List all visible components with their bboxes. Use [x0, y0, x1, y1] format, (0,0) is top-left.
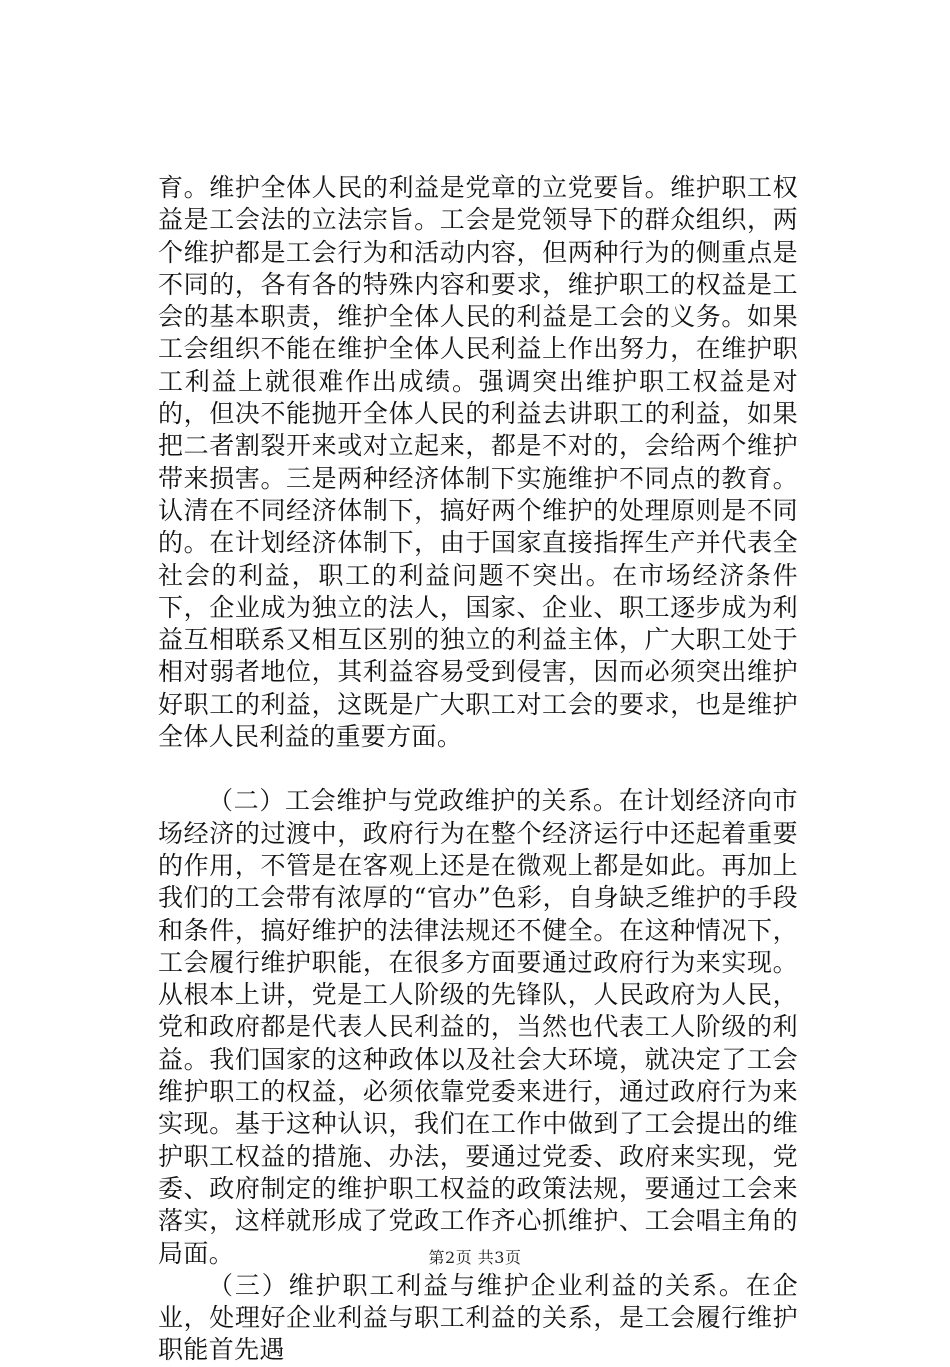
paragraph-1: 育。维护全体人民的利益是党章的立党要旨。维护职工权益是工会法的立法宗旨。工会是党领导下的群众组织，两个维护都是工会行为和活动内容，但两种行为的侧重点是不同的，各有各的特殊内容和要求，维护职工的权益是工会的基本职责，维护全体人民的利益是工会的义务。如果工会组织不能在维护全体人民利益上作出努力，在维护职工利益上就很难作出成绩。强调突出维护职工权益是对的，但决不能抛开全体人民的利益去讲职工的利益，如果把二者割裂开来或对立起来，都是不对的，会给两个维护带来损害。三是两种经济体制下实施维护不同点的教育。认清在不同经济体制下，搞好两个维护的处理原则是不同的。在计划经济体制下，由于国家直接指挥生产并代表全社会的利益，职工的利益问题不突出。在市场经济条件下，企业成为独立的法人，国家、企业、职工逐步成为利益互相联系又相互区别的独立的利益主体，广大职工处于相对弱者地位，其利益容易受到侵害，因而必须突出维护好职工的利益，这既是广大职工对工会的要求，也是维护全体人民利益的重要方面。	[158, 173, 798, 752]
paragraph-2: （二）工会维护与党政维护的关系。在计划经济向市场经济的过渡中，政府行为在整个经济运行中还起着重要的作用，不管是在客观上还是在微观上都是如此。再加上我们的工会带有浓厚的“官办”色彩，自身缺乏维护的手段和条件，搞好维护的法律法规还不健全。在这种情况下，工会履行维护职能，在很多方面要通过政府行为来实现。从根本上讲，党是工人阶级的先锋队，人民政府为人民，党和政府都是代表人民利益的，当然也代表工人阶级的利益。我们国家的这种政体以及社会大环境，就决定了工会维护职工的权益，必须依靠党委来进行，通过政府行为来实现。基于这种认识，我们在工作中做到了工会提出的维护职工权益的措施、办法，要通过党委、政府来实现，党委、政府制定的维护职工权益的政策法规，要通过工会来落实，这样就形成了党政工作齐心抓维护、工会唱主角的局面。	[158, 786, 798, 1268]
paragraph-3: （三）维护职工利益与维护企业利益的关系。在企业，处理好企业利益与职工利益的关系，是工会履行维护职能首先遇	[158, 1270, 798, 1365]
document-body	[158, 172, 798, 1367]
page-footer	[0, 1245, 950, 1268]
paragraph-gap	[158, 753, 798, 785]
page-number-label: 第2页 共3页	[428, 1248, 522, 1267]
